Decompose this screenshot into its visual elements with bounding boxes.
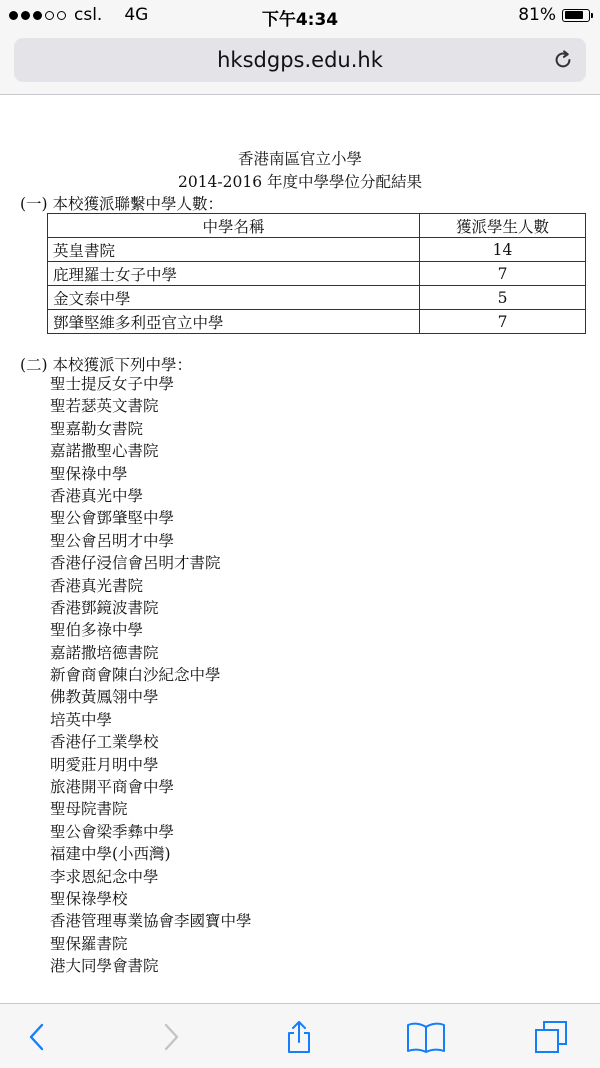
network-type: 4G bbox=[124, 5, 149, 25]
browser-navigation-bar bbox=[0, 32, 600, 95]
list-item: 培英中學 bbox=[50, 710, 113, 729]
list-item: 聖公會鄧肇堅中學 bbox=[50, 509, 175, 528]
list-item: 聖若瑟英文書院 bbox=[50, 397, 159, 416]
school-cell: 英皇書院 bbox=[48, 238, 420, 262]
url-text[interactable]: hksdgps.edu.hk bbox=[217, 48, 383, 72]
table-row bbox=[48, 286, 586, 310]
list-item: 聖保祿學校 bbox=[50, 889, 128, 908]
column-header-count: 獲派學生人數 bbox=[420, 214, 586, 238]
reload-icon[interactable] bbox=[552, 49, 574, 71]
list-item: 聖伯多祿中學 bbox=[50, 621, 144, 640]
section-2-heading: (二) 本校獲派下列中學： bbox=[20, 356, 193, 374]
list-item: 香港仔浸信會呂明才書院 bbox=[50, 554, 221, 573]
list-item: 香港鄧鏡波書院 bbox=[50, 598, 159, 617]
list-item: 嘉諾撒培德書院 bbox=[50, 643, 159, 662]
school-cell: 庇理羅士女子中學 bbox=[48, 262, 420, 286]
status-time: 下午4:34 bbox=[261, 10, 339, 30]
school-name-title: 香港南區官立小學 bbox=[237, 150, 362, 168]
carrier-name: csl. bbox=[74, 5, 103, 25]
section-1-heading: (一) 本校獲派聯繫中學人數： bbox=[20, 195, 224, 213]
list-item: 聖公會呂明才中學 bbox=[50, 531, 175, 550]
list-item: 聖士提反女子中學 bbox=[50, 375, 175, 393]
bookmarks-icon[interactable] bbox=[406, 1020, 446, 1054]
list-item: 聖保祿中學 bbox=[50, 464, 128, 483]
list-item: 佛教黃鳳翎中學 bbox=[50, 688, 159, 707]
list-item: 嘉諾撒聖心書院 bbox=[50, 442, 159, 461]
page-content bbox=[0, 95, 600, 1003]
list-item: 明愛莊月明中學 bbox=[50, 755, 159, 774]
list-item: 李求恩紀念中學 bbox=[50, 867, 159, 886]
back-icon[interactable] bbox=[20, 1020, 54, 1054]
count-cell: 7 bbox=[420, 262, 586, 286]
list-item: 聖嘉勒女書院 bbox=[50, 419, 144, 438]
battery-percentage: 81% bbox=[518, 5, 556, 25]
count-cell: 14 bbox=[420, 238, 586, 262]
list-item: 香港真光書院 bbox=[50, 576, 144, 595]
list-item: 聖保羅書院 bbox=[50, 934, 128, 953]
list-item: 新會商會陳白沙紀念中學 bbox=[50, 666, 221, 685]
linked-school-table bbox=[47, 213, 586, 334]
browser-toolbar bbox=[0, 1003, 600, 1068]
table-row bbox=[48, 262, 586, 286]
school-cell: 金文泰中學 bbox=[48, 286, 420, 310]
table-header-row bbox=[48, 214, 586, 238]
table-row bbox=[48, 238, 586, 262]
allocated-school-list bbox=[50, 373, 252, 978]
column-header-school: 中學名稱 bbox=[48, 214, 420, 238]
list-item: 香港真光中學 bbox=[50, 486, 144, 505]
status-bar bbox=[0, 0, 600, 32]
count-cell: 5 bbox=[420, 286, 586, 310]
share-icon[interactable] bbox=[282, 1020, 316, 1054]
address-bar[interactable] bbox=[14, 38, 586, 82]
list-item: 香港管理專業協會李國寶中學 bbox=[50, 912, 252, 931]
forward-icon[interactable] bbox=[154, 1020, 188, 1054]
battery-icon bbox=[562, 9, 590, 22]
table-row bbox=[48, 310, 586, 334]
list-item: 旅港開平商會中學 bbox=[50, 778, 175, 797]
list-item: 港大同學會書院 bbox=[50, 957, 159, 976]
tabs-icon[interactable] bbox=[534, 1020, 568, 1054]
allocation-title: 2014-2016 年度中學學位分配結果 bbox=[177, 173, 423, 191]
school-cell: 鄧肇堅維多利亞官立中學 bbox=[48, 310, 420, 334]
count-cell: 7 bbox=[420, 310, 586, 334]
status-right bbox=[518, 5, 590, 25]
list-item: 聖公會梁季彝中學 bbox=[50, 822, 175, 841]
list-item: 香港仔工業學校 bbox=[50, 733, 159, 752]
list-item: 福建中學(小西灣) bbox=[50, 845, 171, 864]
list-item: 聖母院書院 bbox=[50, 800, 128, 819]
